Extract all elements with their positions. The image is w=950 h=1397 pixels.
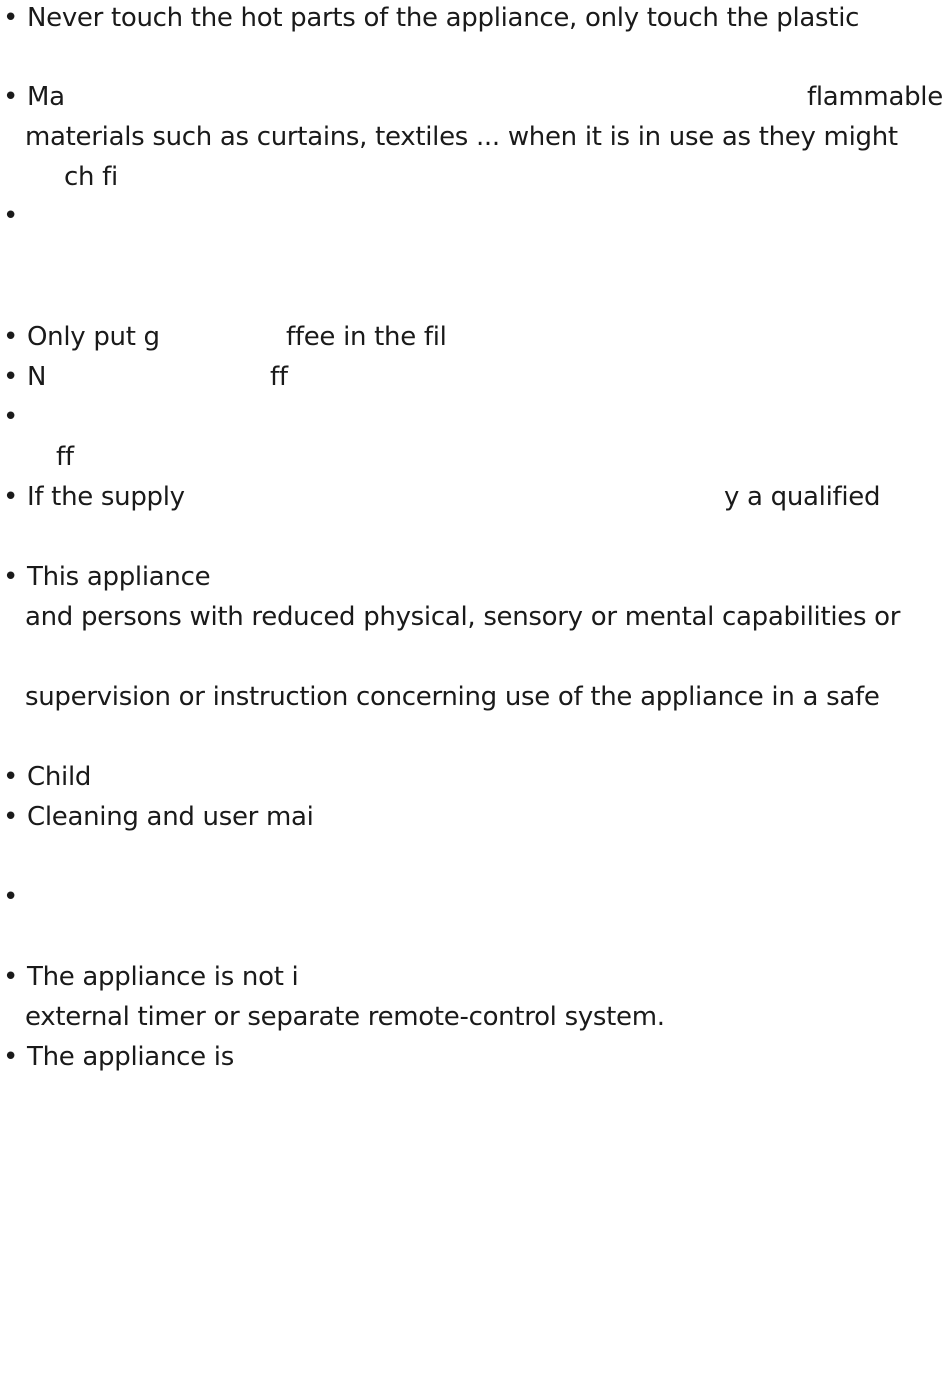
text-fragment: Ma [27, 82, 65, 112]
bullet-marker: • [3, 82, 19, 112]
text-fragment: ff [270, 362, 288, 392]
text-fragment: flammable [807, 82, 943, 112]
bullet-marker: • [3, 1042, 19, 1072]
bullet-marker: • [3, 362, 19, 392]
text-line: and persons with reduced physical, sensory or mental capabilities or [25, 602, 901, 632]
bullet-marker: • [3, 962, 19, 992]
bullet-marker: • [3, 802, 19, 832]
text-fragment: Only put g [27, 322, 160, 352]
text-line: supervision or instruction concerning use of the appliance in a safe [25, 682, 880, 712]
bullet-marker: • [3, 322, 19, 352]
text-fragment: y a qualified [724, 482, 881, 512]
bullet-marker: • [3, 562, 19, 592]
text-fragment: This appliance [27, 562, 211, 592]
text-line: Never touch the hot parts of the appliance, only touch the plastic [27, 3, 860, 33]
text-fragment: ch fi [64, 162, 118, 192]
text-line: external timer or separate remote-control system. [25, 1002, 665, 1032]
text-fragment: Child [27, 762, 92, 792]
text-fragment: N [27, 362, 47, 392]
bullet-marker: • [3, 402, 19, 432]
text-fragment: If the supply [27, 482, 185, 512]
bullet-marker: • [3, 3, 19, 33]
text-fragment: The appliance is not i [27, 962, 299, 992]
text-fragment: The appliance is [27, 1042, 234, 1072]
bullet-marker: • [3, 762, 19, 792]
bullet-marker: • [3, 882, 19, 912]
bullet-marker: • [3, 482, 19, 512]
text-fragment: ff [56, 442, 74, 472]
text-fragment: Cleaning and user mai [27, 802, 314, 832]
text-line: materials such as curtains, textiles ... when it is in use as they might [25, 122, 898, 152]
text-fragment: ffee in the fil [286, 322, 447, 352]
bullet-marker: • [3, 201, 19, 231]
